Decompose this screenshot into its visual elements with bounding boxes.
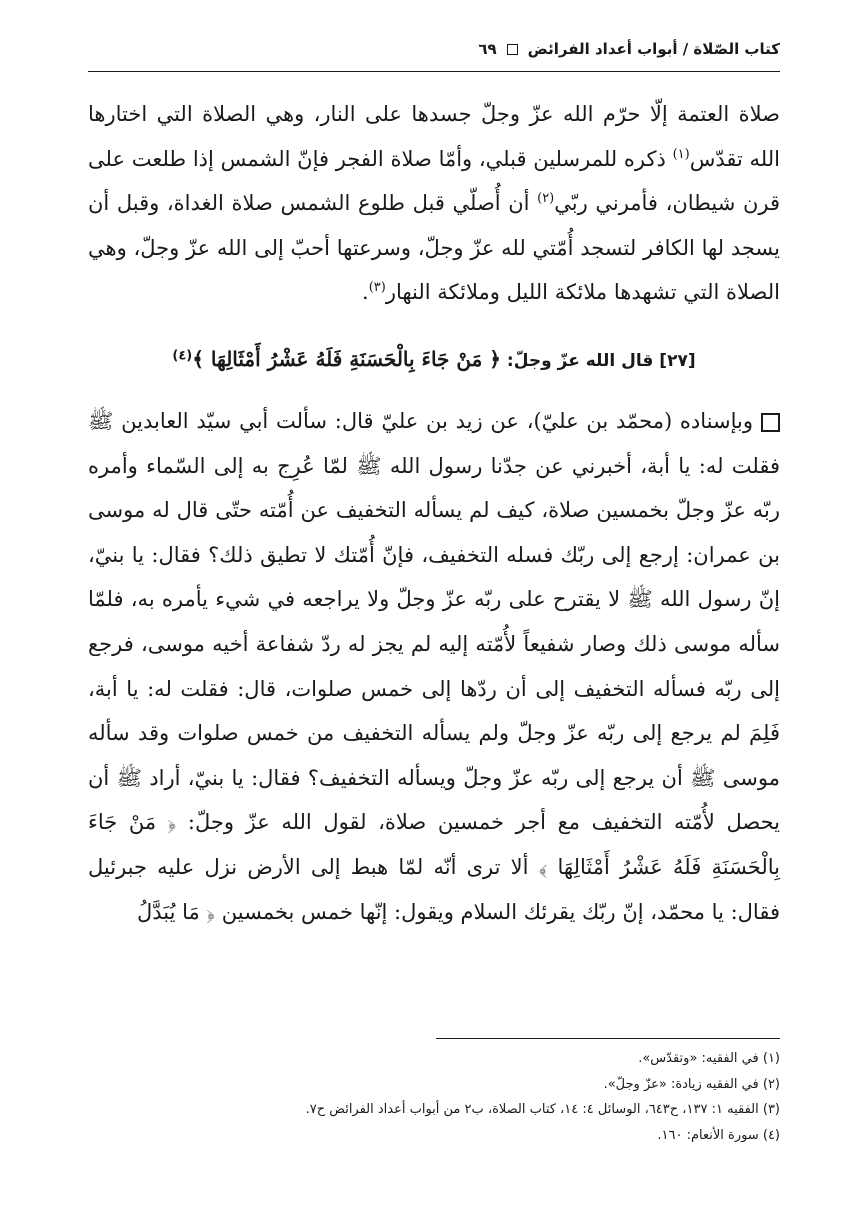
running-head-title: كتاب الصّلاة / أبواب أعداد الفرائض <box>527 40 780 58</box>
hadith-heading <box>88 341 780 379</box>
header-divider <box>88 71 780 72</box>
paragraph-2 <box>88 399 780 934</box>
footnote-2: (٢) في الفقيه زيادة: «عزّ وجلّ». <box>603 1076 780 1092</box>
main-text <box>88 92 780 934</box>
footnotes <box>88 1046 780 1148</box>
footnote-1: (١) في الفقيه: «وتقدّس». <box>638 1051 780 1066</box>
paragraph-2-text: وبإسناده (محمّد بن عليّ)، عن زيد بن عليّ قال: سألت أبي سيّد العابدين ﷺ فقلت له: يا أبة، أخبرني عن جدّنا رسول الله ﷺ لمّا عُرِج به إلى السّماء وأمره ربّه عزّ وجلّ بخمسين صلاة، كيف لم يسأله التخفيف عن أُمّته حتّى قال له موسى بن عمران: إرجع إلى ربّك فسله التخفيف، فإنّ أُمّتك لا تطيق ذلك؟ فقال: يا بنيّ، إنّ رسول الله ﷺ لا يقترح على ربّه عزّ وجلّ ولا يراجعه في شيء يأمره به، فلمّا سأله موسى ذلك وصار شفيعاً لأُمّته إليه لم يجز له ردّ شفاعة أخيه موسى، فرجع إلى ربّه فسأله التخفيف إلى أن ردّها إلى خمس صلوات، قال: فقلت له: يا أبة، فَلِمَ لم يرجع إلى ربّه عزّ وجلّ ولم يسأله التخفيف من خمس صلوات وقد سأله موسى ﷺ أن يرجع إلى ربّه عزّ وجلّ ويسأله التخفيف؟ فقال: يا بنيّ، أراد ﷺ أن يحصل لأُمّته التخفيف مع أجر خمسين صلاة، لقول الله عزّ وجلّ: ﴿ مَنْ جَاءَ بِالْحَسَنَةِ فَلَهُ عَشْرُ أَمْثَالِهَا ﴾ ألا ترى أنّه لمّا هبط إلى الأرض نزل عليه جبرئيل فقال: يا محمّد، إنّ ربّك يقرئك السلام ويقول: إنّها خمس بخمسين ﴿ مَا يُبَدَّلُ <box>88 408 780 924</box>
footnote-3: (٣) الفقيه ١: ١٣٧، ح٦٤٣، الوسائل ٤: ١٤، كتاب الصلاة، ب٢ من أبواب أعداد الفرائض ح٧. <box>305 1102 780 1117</box>
footnote-ref-4: (٤) <box>172 348 193 364</box>
paragraph-1 <box>88 92 780 315</box>
paragraph-1-text-d: . <box>362 280 369 305</box>
paragraph-1-text-a: صلاة العتمة إلّا حرّم الله عزّ وجلّ جسدها على النار، وهي الصلاة التي اختارها الله تقدّس <box>88 102 780 171</box>
footnote-ref-2: (٢) <box>537 191 555 207</box>
square-separator-icon <box>507 44 518 55</box>
square-bullet-icon <box>761 413 780 432</box>
hadith-intro: قال الله عزّ وجلّ: <box>500 350 660 371</box>
hadith-number: [٢٧] <box>659 350 696 371</box>
footnote-ref-1: (١) <box>672 146 690 162</box>
paragraph-1-text-c: أن أُصلّي قبل طلوع الشمس صلاة الغداة، وقبل أن يسجد لها الكافر لتسجد أُمّتي لله عزّ وجلّ، وسرعتها أحبّ إلى الله عزّ وجلّ، وهي الصلاة التي تشهدها ملائكة الليل وملائكة النهار <box>88 191 780 305</box>
page-number: ٦٩ <box>478 40 497 58</box>
footnote-ref-3: (٣) <box>368 280 386 296</box>
running-head <box>88 34 780 64</box>
quran-verse: ﴿ مَنْ جَاءَ بِالْحَسَنَةِ فَلَهُ عَشْرُ أَمْثَالِهَا ﴾ <box>192 346 501 371</box>
footnote-divider <box>436 1038 780 1039</box>
footnote-4: (٤) سورة الأنعام: ١٦٠. <box>657 1127 780 1143</box>
paragraph-1-text-b: ذكره للمرسلين قبلي، وأمّا صلاة الفجر فإنّ الشمس إذا طلعت على قرن شيطان، فأمرني ربّي <box>88 146 780 216</box>
